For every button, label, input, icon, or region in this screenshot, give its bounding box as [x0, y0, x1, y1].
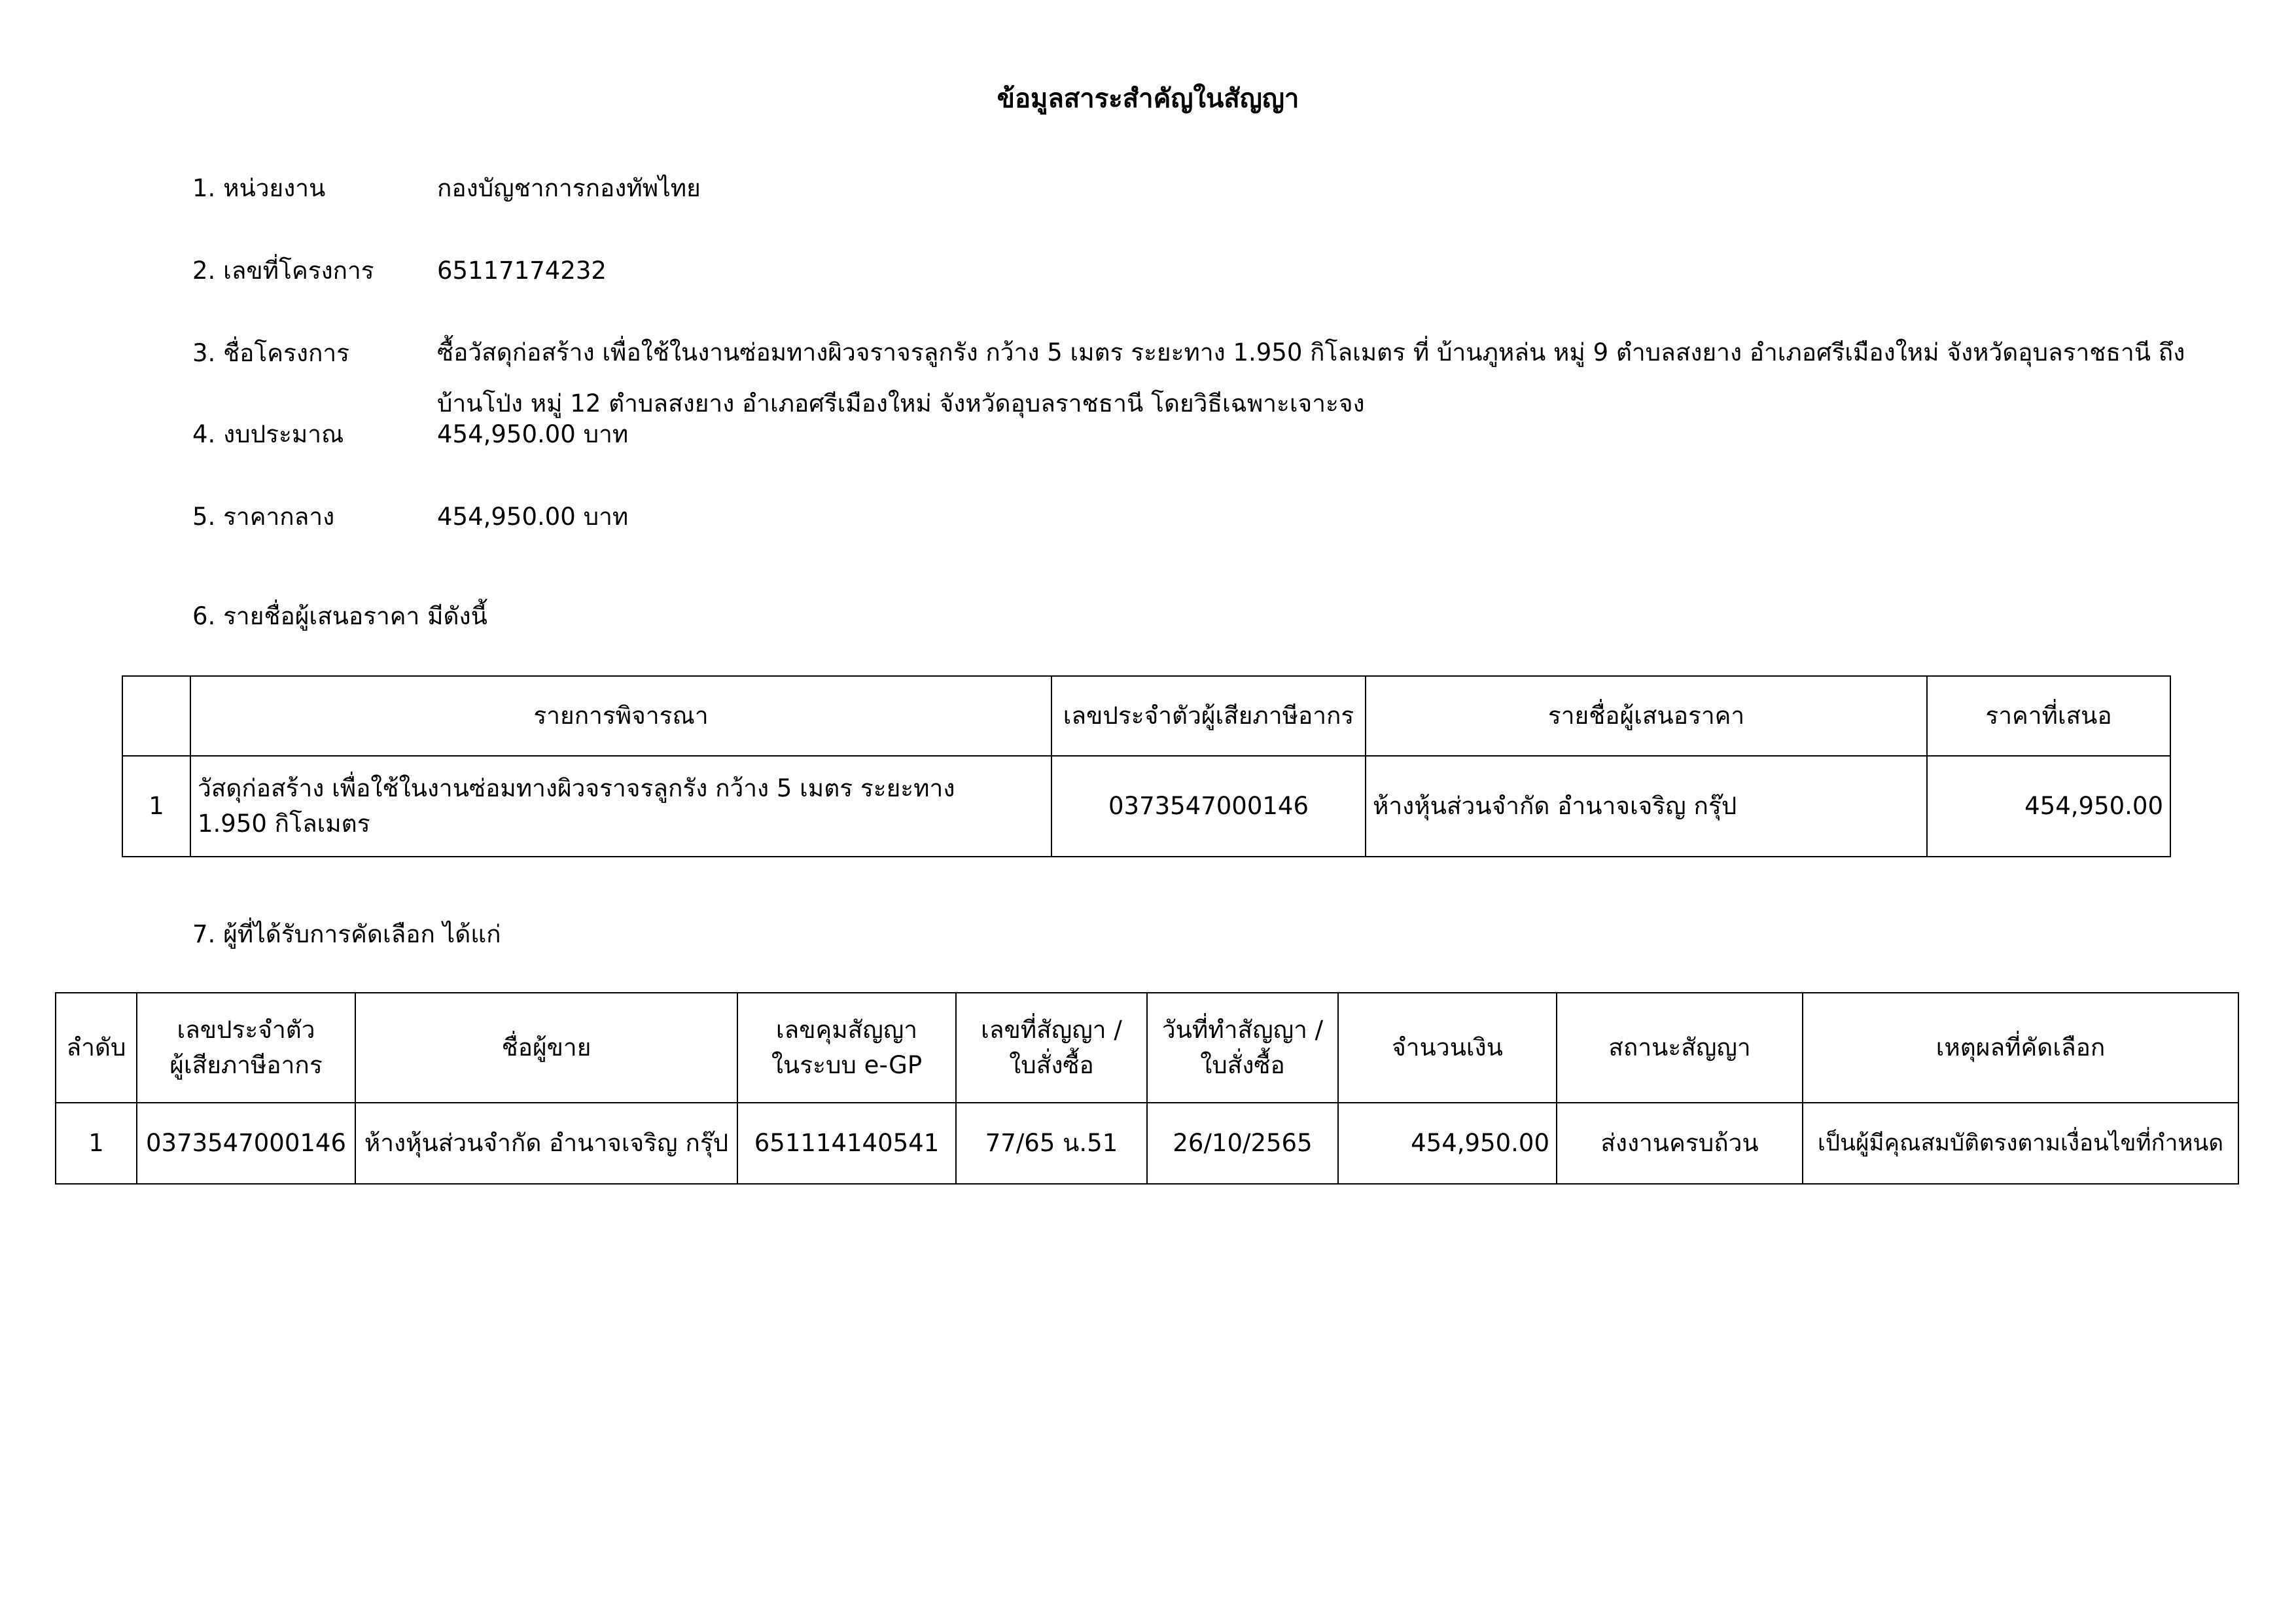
field-label: 1. หน่วยงาน [192, 174, 326, 202]
field-value: 454,950.00 บาท [437, 420, 629, 448]
section-6-heading: 6. รายชื่อผู้เสนอราคา มีดังนี้ [192, 602, 487, 630]
table-cell: 0373547000146 [137, 1103, 355, 1184]
section-7-heading: 7. ผู้ที่ได้รับการคัดเลือก ได้แก่ [192, 920, 501, 948]
field-label: 2. เลขที่โครงการ [192, 257, 374, 285]
table-header-row [56, 993, 2238, 1103]
header-cell: เลขประจำตัว ผู้เสียภาษีอากร [137, 993, 355, 1103]
table-cell: 1 [56, 1103, 137, 1184]
selected-vendor-table [55, 992, 2239, 1185]
table-cell: ส่งงานครบถ้วน [1557, 1103, 1803, 1184]
table-cell: 1 [122, 756, 190, 857]
table-row [56, 1103, 2238, 1184]
document-title: ข้อมูลสาระสำคัญในสัญญา [997, 84, 1299, 114]
field-label: 3. ชื่อโครงการ [192, 339, 350, 367]
table-row [122, 756, 2170, 857]
header-cell: ราคาที่เสนอ [1927, 676, 2170, 756]
table-cell: 454,950.00 [1927, 756, 2170, 857]
header-cell: เลขที่สัญญา / ใบสั่งซื้อ [956, 993, 1147, 1103]
field-value: 65117174232 [437, 257, 607, 285]
header-cell: รายชื่อผู้เสนอราคา [1366, 676, 1927, 756]
header-cell: เลขประจำตัวผู้เสียภาษีอากร [1051, 676, 1366, 756]
table-cell: 454,950.00 [1338, 1103, 1557, 1184]
table-cell: 651114140541 [737, 1103, 956, 1184]
header-cell: เลขคุมสัญญา ในระบบ e-GP [737, 993, 956, 1103]
header-cell: สถานะสัญญา [1557, 993, 1803, 1103]
header-cell: ชื่อผู้ขาย [355, 993, 737, 1103]
bidders-table [122, 675, 2171, 857]
table-cell: วัสดุก่อสร้าง เพื่อใช้ในงานซ่อมทางผิวจราจรลูกรัง กว้าง 5 เมตร ระยะทาง 1.950 กิโลเมตร [190, 756, 1051, 857]
header-cell [122, 676, 190, 756]
header-cell: ลำดับ [56, 993, 137, 1103]
field-label: 4. งบประมาณ [192, 420, 344, 448]
header-cell: เหตุผลที่คัดเลือก [1803, 993, 2238, 1103]
field-value: กองบัญชาการกองทัพไทย [437, 174, 701, 202]
field-label: 5. ราคากลาง [192, 503, 335, 531]
table-cell: 26/10/2565 [1147, 1103, 1338, 1184]
field-value: 454,950.00 บาท [437, 503, 629, 531]
field-value: ซื้อวัสดุก่อสร้าง เพื่อใช้ในงานซ่อมทางผิวจราจรลูกรัง กว้าง 5 เมตร ระยะทาง 1.950 กิโลเมตร ที่ บ้านภูหล่น หมู่ 9 ตำบลสงยาง อำเภอศรีเมืองใหม่ จังหวัดอุบลราชธานี ถึง บ้านโป่ง หมู่ 12 ตำบลสงยาง อำเภอศรีเมืองใหม่ จังหวัดอุบลราชธานี โดยวิธีเฉพาะเจาะจง [437, 338, 2185, 418]
table-cell: เป็นผู้มีคุณสมบัติตรงตามเงื่อนไขที่กำหนด [1803, 1103, 2238, 1184]
table-header-row [122, 676, 2170, 756]
table-cell: 77/65 น.51 [956, 1103, 1147, 1184]
header-cell: จำนวนเงิน [1338, 993, 1557, 1103]
table-cell: 0373547000146 [1051, 756, 1366, 857]
header-cell: วันที่ทำสัญญา / ใบสั่งซื้อ [1147, 993, 1338, 1103]
header-cell: รายการพิจารณา [190, 676, 1051, 756]
table-cell: ห้างหุ้นส่วนจำกัด อำนาจเจริญ กรุ๊ป [1366, 756, 1927, 857]
table-cell: ห้างหุ้นส่วนจำกัด อำนาจเจริญ กรุ๊ป [355, 1103, 737, 1184]
